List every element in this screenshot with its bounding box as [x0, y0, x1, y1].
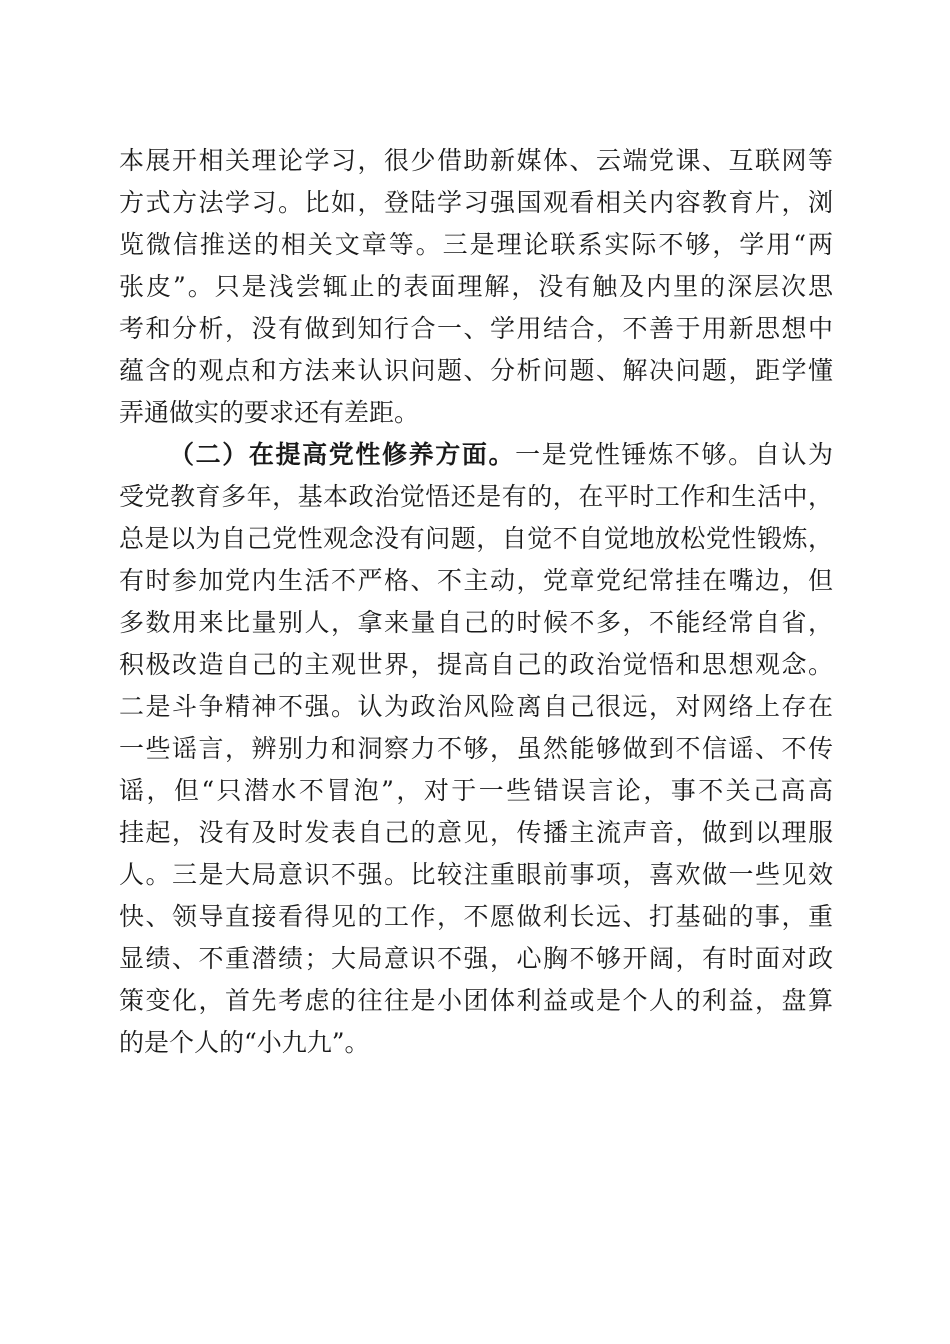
body-text [119, 140, 833, 1064]
paragraph-party-spirit [119, 434, 833, 1064]
text-line: 本展开相关理论学习，很少借助新媒体、云端党课、互联网等 [119, 146, 833, 175]
text-line: 有时参加党内生活不严格、不主动，党章党纪常挂在嘴边，但 [119, 566, 833, 595]
text-line: 显绩、不重潜绩；大局意识不强，心胸不够开阔，有时面对政 [119, 944, 833, 973]
text-line: 方式方法学习。比如，登陆学习强国观看相关内容教育片，浏 [119, 188, 833, 217]
text-line: 蕴含的观点和方法来认识问题、分析问题、解决问题，距学懂 [119, 356, 833, 385]
heading-continuation: 一是党性锤炼不够。自认为 [515, 440, 833, 469]
text-line: 受党教育多年，基本政治觉悟还是有的，在平时工作和生活中， [119, 482, 833, 511]
text-line: 考和分析，没有做到知行合一、学用结合，不善于用新思想中 [119, 314, 833, 343]
text-line: 人。三是大局意识不强。比较注重眼前事项，喜欢做一些见效 [119, 860, 833, 889]
text-line: 览微信推送的相关文章等。三是理论联系实际不够，学用“两 [119, 230, 833, 259]
paragraph-theory-study [119, 140, 833, 434]
text-line: 张皮”。只是浅尝辄止的表面理解，没有触及内里的深层次思 [119, 272, 833, 301]
text-line: 二是斗争精神不强。认为政治风险离自己很远，对网络上存在 [119, 692, 833, 721]
text-line: 总是以为自己党性观念没有问题，自觉不自觉地放松党性锻炼， [119, 524, 833, 553]
text-line: 快、领导直接看得见的工作，不愿做利长远、打基础的事，重 [119, 902, 833, 931]
text-line: 积极改造自己的主观世界，提高自己的政治觉悟和思想观念。 [119, 650, 833, 679]
text-line: 策变化，首先考虑的往往是小团体利益或是个人的利益，盘算 [119, 986, 833, 1015]
text-line: 谣，但“只潜水不冒泡”，对于一些错误言论，事不关己高高 [119, 776, 833, 805]
text-line: 弄通做实的要求还有差距。 [119, 398, 420, 427]
text-line: 的是个人的“小九九”。 [119, 1028, 370, 1057]
paragraph-first-line [119, 434, 833, 476]
text-line: 挂起，没有及时发表自己的意见，传播主流声音，做到以理服 [119, 818, 833, 847]
text-line: 多数用来比量别人，拿来量自己的时候不多，不能经常自省， [119, 608, 833, 637]
section-heading: （二）在提高党性修养方面。 [169, 440, 516, 469]
text-line: 一些谣言，辨别力和洞察力不够，虽然能够做到不信谣、不传 [119, 734, 833, 763]
